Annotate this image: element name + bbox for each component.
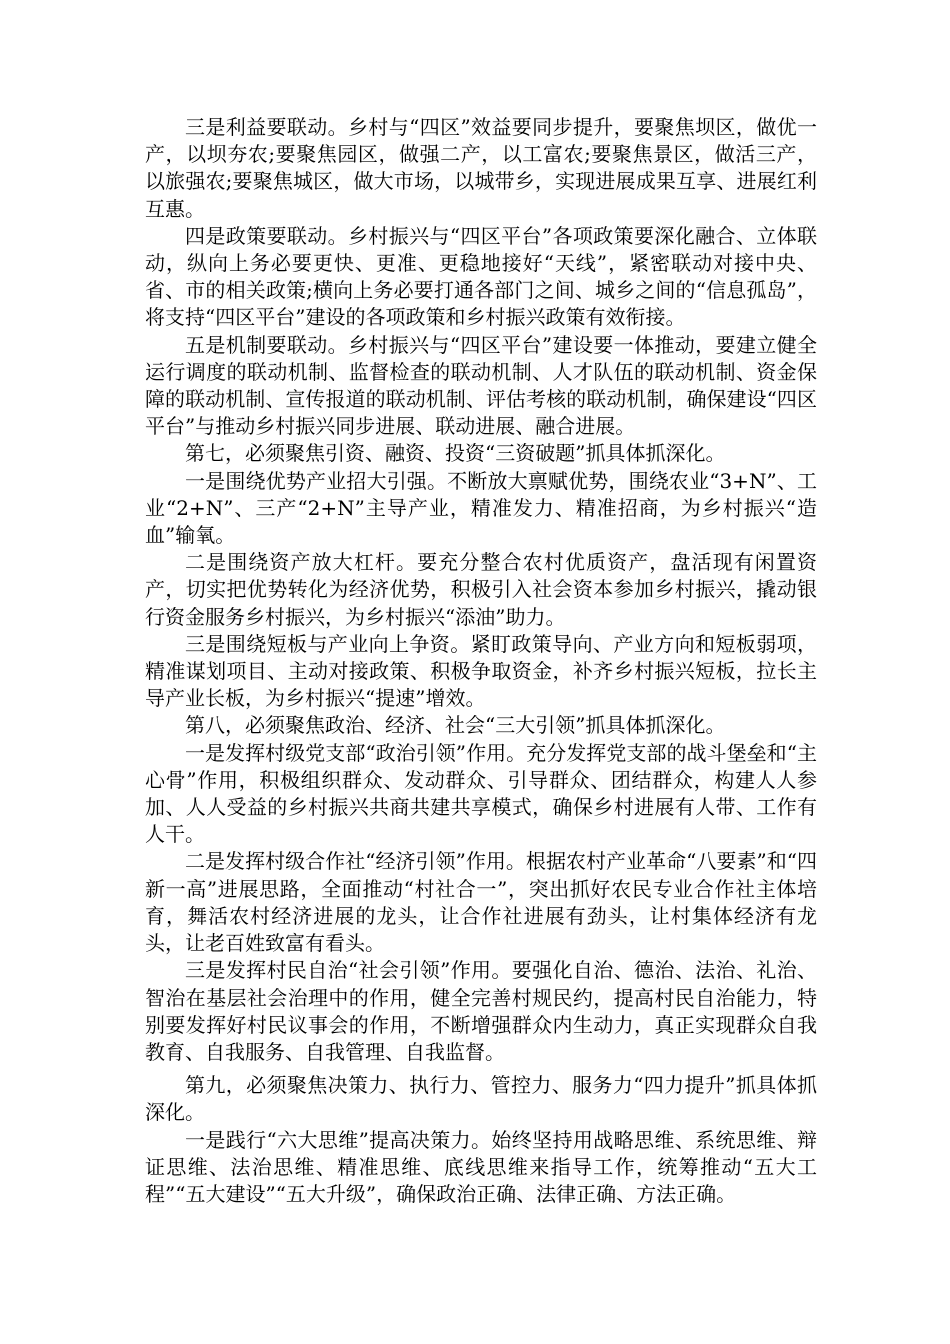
paragraph-mechanism-linkage: 五是机制要联动。乡村振兴与“四区平台”建设要一体推动，要建立健全运行调度的联动机制、监督检查的联动机制、人才队伍的联动机制、资金保障的联动机制、宣传报道的联动机制、评估考核的联动机制，确保建设“四区平台”与推动乡村振兴同步进展、联动进展、融合进展。	[145, 332, 817, 439]
paragraph-funding-shortboard: 三是围绕短板与产业向上争资。紧盯政策导向、产业方向和短板弱项，精准谋划项目、主动对接政策、积极争取资金，补齐乡村振兴短板，拉长主导产业长板，为乡村振兴“提速”增效。	[145, 631, 817, 711]
heading-seventh: 第七，必须聚焦引资、融资、投资“三资破题”抓具体抓深化。	[185, 441, 726, 466]
heading-ninth: 第九，必须聚焦决策力、执行力、管控力、服务力“四力提升”抓具体抓深化。	[145, 1073, 817, 1125]
paragraph-investment-attraction: 一是围绕优势产业招大引强。不断放大禀赋优势，围绕农业“3+N”、工业“2+N”、三产“2+N”主导产业，精准发力、精准招商，为乡村振兴“造血”输氧。	[145, 468, 817, 548]
heading-eighth: 第八，必须聚焦政治、经济、社会“三大引领”抓具体抓深化。	[185, 713, 726, 738]
paragraph-policy-linkage: 四是政策要联动。乡村振兴与“四区平台”各项政策要深化融合、立体联动，纵向上务必要更快、更准、更稳地接好“天线”，紧密联动对接中央、省、市的相关政策;横向上务必要打通各部门之间、城乡之间的“信息孤岛”，将支持“四区平台”建设的各项政策和乡村振兴政策有效衔接。	[145, 223, 817, 330]
paragraph-decision-making: 一是践行“六大思维”提高决策力。始终坚持用战略思维、系统思维、辩证思维、法治思维、精准思维、底线思维来指导工作，统筹推动“五大工程”“五大建设”“五大升级”，确保政治正确、法律正确、方法正确。	[145, 1127, 817, 1206]
paragraph-asset-leverage: 二是围绕资产放大杠杆。要充分整合农村优质资产，盘活现有闲置资产，切实把优势转化为经济优势，积极引入社会资本参加乡村振兴，撬动银行资金服务乡村振兴，为乡村振兴“添油”助力。	[145, 550, 817, 629]
paragraph-benefit-linkage: 三是利益要联动。乡村与“四区”效益要同步提升，要聚焦坝区，做优一产，以坝夯农;要聚焦园区，做强二产，以工富农;要聚焦景区，做活三产，以旅强农;要聚焦城区，做大市场，以城带乡，实现进展成果互享、进展红利互惠。	[145, 115, 817, 221]
document-body	[145, 114, 817, 1208]
paragraph-social-leadership: 三是发挥村民自治“社会引领”作用。要强化自治、德治、法治、礼治、智治在基层社会治理中的作用，健全完善村规民约，提高村民自治能力，特别要发挥好村民议事会的作用，不断增强群众内生动力，真正实现群众自我教育、自我服务、自我管理、自我监督。	[145, 958, 817, 1064]
paragraph-economic-leadership: 二是发挥村级合作社“经济引领”作用。根据农村产业革命“八要素”和“四新一高”进展思路，全面推动“村社合一”，突出抓好农民专业合作社主体培育，舞活农村经济进展的龙头，让合作社进展有劲头，让村集体经济有龙头，让老百姓致富有看头。	[145, 849, 817, 956]
paragraph-political-leadership: 一是发挥村级党支部“政治引领”作用。充分发挥党支部的战斗堡垒和“主心骨”作用，积极组织群众、发动群众、引导群众、团结群众，构建人人参加、人人受益的乡村振兴共商共建共享模式，确保乡村进展有人带、工作有人干。	[145, 740, 817, 847]
